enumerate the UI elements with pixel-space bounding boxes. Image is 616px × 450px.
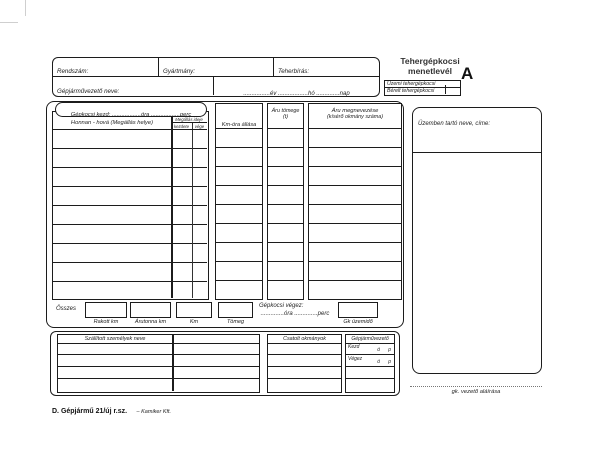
table-row [309,262,401,281]
table-row [216,167,262,186]
operator-panel [412,107,542,374]
driver-empty-row [346,367,394,379]
end-time-label: Gépkocsi végez: [259,303,304,309]
operating-time-label: Gk üzemidő [343,319,373,325]
table-row [53,225,207,244]
table-row [268,379,341,391]
driver-time-header: Gépjárművezető [346,335,394,344]
driver-name-field [53,77,214,95]
weight-box [218,302,253,318]
table-row [216,129,262,148]
odometer-rows [216,129,262,300]
table-row [309,129,401,148]
table-row [216,262,262,281]
load-capacity-label: Teherbírás: [278,68,310,75]
table-row [268,186,303,205]
cargo-weight-header: Áru tömege [271,108,300,114]
load-capacity-field [274,58,379,76]
cargo-name-subheader: (kísérő okmány száma) [326,114,384,120]
cargo-name-header: Áru megnevezése [331,108,379,114]
driver-end-minute-mark: p [388,359,391,366]
km-box [176,302,212,318]
table-row [58,344,259,356]
route-header-bottom-line [53,129,207,131]
plate-number-field [53,58,159,76]
driver-start-hour-mark: ó [377,347,380,354]
form-imprint [52,400,171,418]
table-row [53,130,207,149]
table-row [268,224,303,243]
table-row [268,355,341,367]
table-row [53,168,207,187]
vehicle-header-box [52,57,380,97]
operator-name-label: Üzemben tartó neve, címe: [418,121,491,127]
table-row [309,205,401,224]
form-series-letter: A [461,64,474,83]
table-row [268,243,303,262]
vehicle-type-tick-mark [445,85,446,94]
table-row [58,379,259,391]
table-row [309,167,401,186]
passengers-header-row [58,335,259,344]
start-time-oval [55,102,207,117]
table-row [53,244,207,263]
table-row [53,187,207,206]
table-row [268,262,303,281]
vehicle-type-rented-label: Bérelt tehergépkocsi [387,88,435,94]
signature-dotted-line [410,386,542,387]
vehicle-type-rented-row [385,88,460,94]
table-row [216,186,262,205]
table-row [268,167,303,186]
page-corner-mark-horizontal [0,22,18,23]
date-line: ................év ..................hó ..............nap [243,91,350,97]
driver-time-table [345,334,395,394]
signature-caption: gk. vezető aláírása [451,389,501,395]
make-field [159,58,274,76]
stop-time-start-header: kezdete [173,123,190,129]
loaded-km-box [85,302,127,318]
table-row [268,148,303,167]
table-row [216,148,262,167]
weight-label: Tömeg [226,319,245,325]
table-row [309,243,401,262]
stop-time-end-header: vége [194,123,205,129]
printer-name: – Kamiker Kft. [136,409,172,415]
stop-time-column-divider [171,112,173,298]
end-time-line: ..............óra ..............perc [260,311,330,317]
driver-start-label: Kezd [348,344,360,350]
table-row [58,367,259,379]
documents-header: Csatolt okmányok [268,335,341,344]
ton-km-box [130,302,171,318]
page-corner-mark-vertical [25,0,26,16]
cargo-weight-header-cell [268,104,303,129]
operating-time-box [338,302,378,318]
vehicle-type-box [384,80,461,96]
documents-table [267,334,342,394]
cargo-weight-unit: (t) [282,114,289,120]
stop-time-sub-divider [192,122,193,298]
vehicle-type-company-row [385,81,460,88]
table-row [53,206,207,225]
driver-end-hour-mark: ó [377,359,380,366]
table-row [268,205,303,224]
table-row [309,224,401,243]
route-stops-rows [53,130,207,301]
odometer-header: Km-óra állása [221,122,257,128]
km-label: Km [189,319,199,325]
driver-end-label: Végez [348,355,363,362]
plate-number-label: Rendszám: [57,68,89,75]
table-row [268,344,341,356]
passengers-header: Szállított személyek neve [84,335,146,342]
driver-start-minute-mark: p [388,347,391,354]
passengers-rows [58,344,259,392]
stop-time-header: Megállás ideje [175,117,203,122]
form-title-line2: menetlevél [408,66,452,76]
table-row [268,367,341,379]
passengers-column-divider [172,335,174,392]
cargo-weight-block [267,103,304,300]
driver-name-label: Gépjárművezető neve: [57,88,120,95]
date-field [214,77,379,95]
driver-start-row [346,344,394,356]
odometer-header-cell [216,104,262,129]
passengers-table [57,334,260,394]
driver-end-row [346,355,394,367]
loaded-km-label: Rakott km [93,319,119,325]
cargo-name-header-cell [309,104,401,129]
vehicle-type-company-label: Üzemi tehergépkocsi [387,81,436,87]
form-title-line1: Tehergépkocsi [400,56,460,66]
table-row [53,282,207,301]
route-column-header: Honnan - hová (Megállás helye) [70,120,154,126]
driver-empty-row [346,379,394,391]
table-row [53,149,207,168]
cargo-weight-rows [268,129,303,300]
table-row [268,129,303,148]
operator-name-section [413,108,541,153]
cargo-name-rows [309,129,401,300]
route-stops-block [52,111,209,300]
cargo-name-block [308,103,402,300]
table-row [216,281,262,300]
table-row [268,281,303,300]
table-row [216,224,262,243]
ton-km-label: Árutonna km [134,319,167,325]
table-row [216,205,262,224]
operator-notes-section [413,153,541,371]
make-label: Gyártmány: [163,68,195,75]
table-row [309,281,401,300]
form-code: D. Gépjármű 21/új r.sz. [52,408,128,415]
documents-rows [268,344,341,392]
start-time-label: Gépkocsi kezd: ..................óra ..................perc [70,112,192,118]
table-row [58,355,259,367]
odometer-block [215,103,263,300]
totals-label: Összes [56,306,77,312]
table-row [53,263,207,282]
table-row [309,186,401,205]
table-row [216,243,262,262]
table-row [309,148,401,167]
